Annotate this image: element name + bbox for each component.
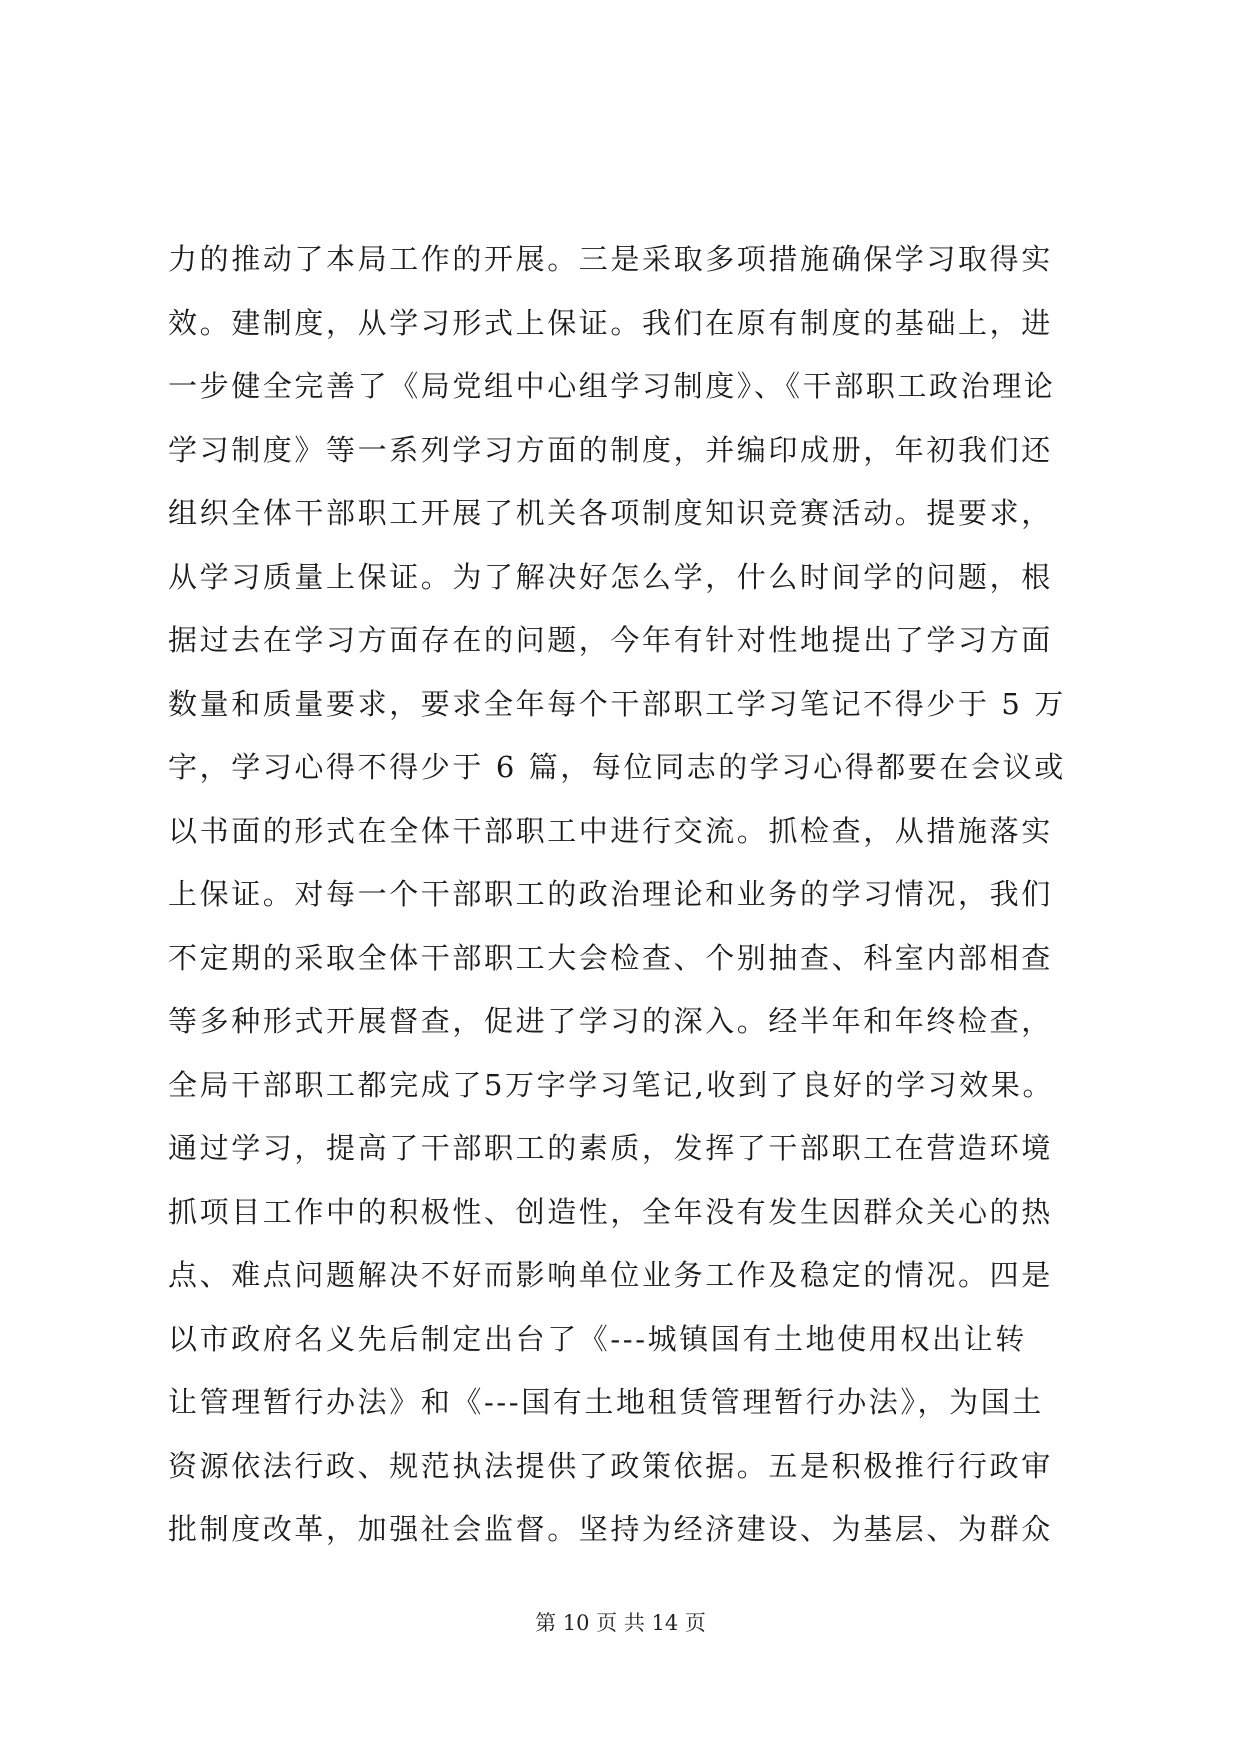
body-line: 一步健全完善了《局党组中心组学习制度》、《干部职工政治理论: [168, 369, 1056, 403]
body-line: 批制度改革，加强社会监督。坚持为经济建设、为基层、为群众: [168, 1512, 1053, 1546]
body-line: 让管理暂行办法》和《---国有土地租赁管理暂行办法》，为国土: [168, 1385, 1044, 1419]
body-line: 学习制度》等一系列学习方面的制度，并编印成册，年初我们还: [168, 432, 1053, 467]
body-line: 不定期的采取全体干部职工大会检查、个别抽查、科室内部相查: [168, 940, 1053, 975]
document-body: [168, 228, 1088, 1562]
body-line: 据过去在学习方面存在的问题，今年有针对性地提出了学习方面: [168, 623, 1053, 657]
body-line: 等多种形式开展督查，促进了学习的深入。经半年和年终检查，: [168, 1004, 1053, 1038]
body-line: 全局干部职工都完成了5万字学习笔记,收到了良好的学习效果。: [168, 1067, 1055, 1102]
body-line: 以市政府名义先后制定出台了《---城镇国有土地使用权出让转: [168, 1321, 1027, 1356]
body-line: 组织全体干部职工开展了机关各项制度知识竞赛活动。提要求，: [168, 496, 1053, 530]
page-number-footer: 第 10 页 共 14 页: [535, 1611, 706, 1635]
body-line: 从学习质量上保证。为了解决好怎么学，什么时间学的问题，根: [168, 559, 1053, 594]
body-line: 数量和质量要求，要求全年每个干部职工学习笔记不得少于 5 万: [168, 686, 1066, 721]
body-line: 点、难点问题解决不好而影响单位业务工作及稳定的情况。四是: [168, 1258, 1053, 1292]
body-line: 抓项目工作中的积极性、创造性，全年没有发生因群众关心的热: [168, 1194, 1053, 1229]
body-line: 资源依法行政、规范执法提供了政策依据。五是积极推行行政审: [168, 1448, 1053, 1483]
body-line: 效。建制度，从学习形式上保证。我们在原有制度的基础上，进: [168, 305, 1053, 340]
body-line: 字，学习心得不得少于 6 篇，每位同志的学习心得都要在会议或: [168, 750, 1066, 784]
body-line: 以书面的形式在全体干部职工中进行交流。抓检查，从措施落实: [168, 813, 1053, 848]
body-line: 通过学习，提高了干部职工的素质，发挥了干部职工在营造环境: [168, 1131, 1053, 1165]
body-line: 力的推动了本局工作的开展。三是采取多项措施确保学习取得实: [168, 242, 1053, 276]
body-line: 上保证。对每一个干部职工的政治理论和业务的学习情况，我们: [168, 877, 1053, 911]
